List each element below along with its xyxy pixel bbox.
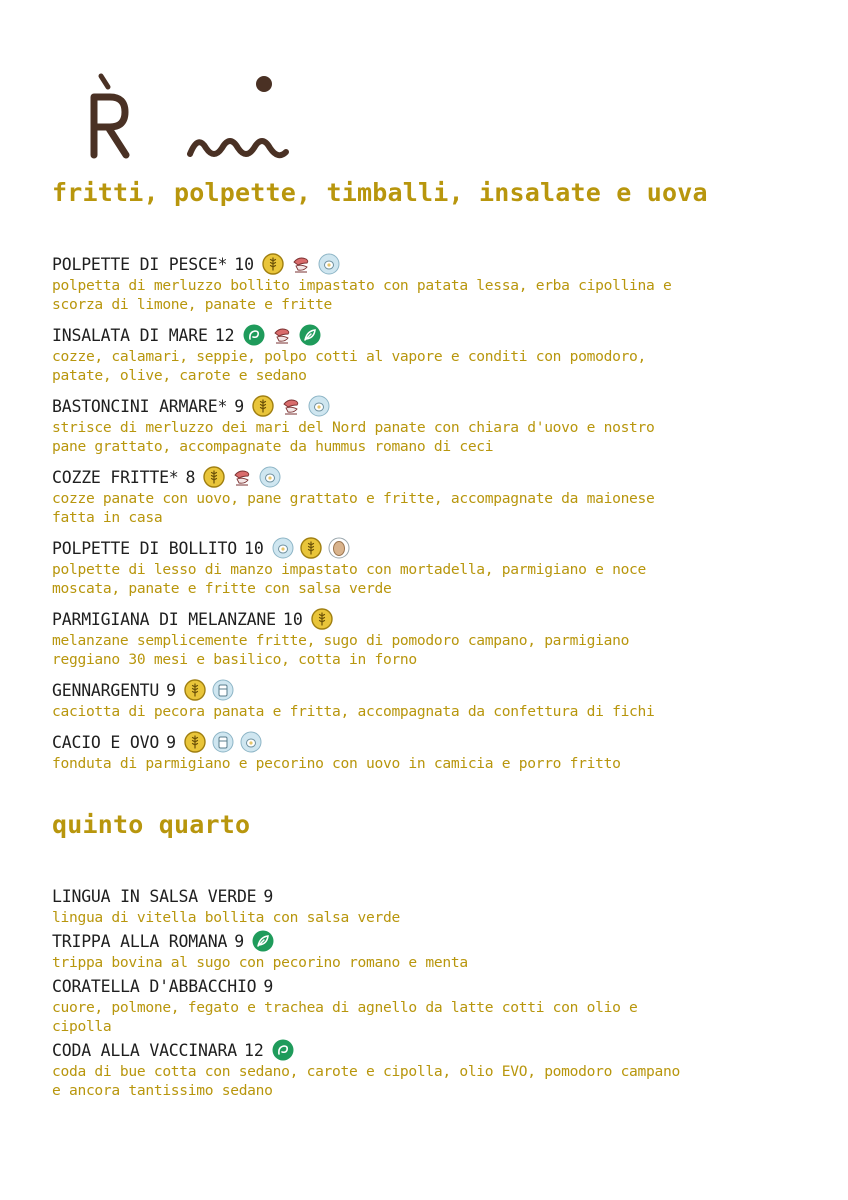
dish-name: CODA ALLA VACCINARA — [52, 1040, 237, 1060]
dish-description: scorza di limone, panate e fritte — [52, 296, 333, 313]
dish-price: 12 — [214, 325, 235, 345]
dish-price: 9 — [166, 680, 177, 700]
menu-item — [52, 323, 792, 385]
dairy-icon — [212, 731, 234, 753]
dish-description: cipolla — [52, 1018, 112, 1035]
gluten-icon — [300, 537, 322, 559]
section-fritti-list — [52, 252, 792, 782]
menu-item — [52, 884, 792, 927]
dish-price: 9 — [234, 396, 245, 416]
green-leaf-icon — [299, 324, 321, 346]
dish-description: trippa bovina al sugo con pecorino romano e menta — [52, 954, 468, 971]
dish-price: 9 — [263, 976, 274, 996]
menu-item — [52, 607, 792, 669]
dish-line — [52, 730, 792, 754]
dish-line — [52, 252, 792, 276]
menu-item — [52, 394, 792, 456]
gluten-icon — [184, 731, 206, 753]
dish-name: LINGUA IN SALSA VERDE — [52, 886, 257, 906]
dish-description: reggiano 30 mesi e basilico, cotta in forno — [52, 651, 417, 668]
allergen-icons — [272, 1039, 294, 1061]
dish-name: CORATELLA D'ABBACCHIO — [52, 976, 257, 996]
dish-line — [52, 678, 792, 702]
seasonal-icon — [243, 324, 265, 346]
fish-icon — [259, 466, 281, 488]
dish-name: POLPETTE DI BOLLITO — [52, 538, 237, 558]
egg-icon — [328, 537, 350, 559]
allergen-icons — [184, 679, 234, 701]
gluten-icon — [262, 253, 284, 275]
menu-item — [52, 974, 792, 1036]
dish-description: cuore, polmone, fegato e trachea di agnello da latte cotti con olio e — [52, 999, 638, 1016]
dish-description: patate, olive, carote e sedano — [52, 367, 307, 384]
dish-price: 9 — [166, 732, 177, 752]
fish-icon — [240, 731, 262, 753]
shellfish-icon — [231, 466, 253, 488]
dish-description: melanzane semplicemente fritte, sugo di pomodoro campano, parmigiano — [52, 632, 630, 649]
allergen-icons — [311, 608, 333, 630]
dish-price: 10 — [243, 538, 264, 558]
menu-item — [52, 536, 792, 598]
menu-item — [52, 730, 792, 773]
dish-line — [52, 929, 792, 953]
allergen-icons — [252, 395, 330, 417]
allergen-icons — [272, 537, 350, 559]
shellfish-icon — [290, 253, 312, 275]
dish-line — [52, 974, 792, 998]
dish-line — [52, 1038, 792, 1062]
menu-item — [52, 1038, 792, 1100]
dish-description: polpetta di merluzzo bollito impastato con patata lessa, erba cipollina e — [52, 277, 672, 294]
dish-description: fatta in casa — [52, 509, 163, 526]
dish-description: e ancora tantissimo sedano — [52, 1082, 273, 1099]
fish-icon — [308, 395, 330, 417]
dish-description: pane grattato, accompagnate da hummus romano di ceci — [52, 438, 494, 455]
dish-price: 12 — [243, 1040, 264, 1060]
section-title-quinto-quarto: quinto quarto — [52, 810, 251, 839]
menu-item — [52, 678, 792, 721]
dish-name: TRIPPA ALLA ROMANA — [52, 931, 228, 951]
dish-line — [52, 607, 792, 631]
dish-price: 9 — [234, 931, 245, 951]
gluten-icon — [203, 466, 225, 488]
menu-item — [52, 929, 792, 972]
menu-item — [52, 465, 792, 527]
allergen-icons — [262, 253, 340, 275]
dish-price: 10 — [282, 609, 303, 629]
dish-line — [52, 465, 792, 489]
dish-name: INSALATA DI MARE — [52, 325, 208, 345]
dish-line — [52, 536, 792, 560]
section-quinto-quarto-list — [52, 884, 792, 1102]
shellfish-icon — [271, 324, 293, 346]
shellfish-icon — [280, 395, 302, 417]
dish-line — [52, 394, 792, 418]
dish-price: 9 — [263, 886, 274, 906]
dish-name: BASTONCINI ARMARE* — [52, 396, 228, 416]
dish-name: PARMIGIANA DI MELANZANE — [52, 609, 276, 629]
gluten-icon — [184, 679, 206, 701]
dish-name: POLPETTE DI PESCE* — [52, 254, 228, 274]
dish-price: 10 — [234, 254, 255, 274]
menu-item — [52, 252, 792, 314]
allergen-icons — [184, 731, 262, 753]
gluten-icon — [311, 608, 333, 630]
green-leaf-icon — [252, 930, 274, 952]
dish-price: 8 — [185, 467, 196, 487]
dairy-icon — [212, 679, 234, 701]
dish-line — [52, 323, 792, 347]
gluten-icon — [252, 395, 274, 417]
dish-description: cozze, calamari, seppie, polpo cotti al vapore e conditi con pomodoro, — [52, 348, 647, 365]
dish-description: polpette di lesso di manzo impastato con mortadella, parmigiano e noce — [52, 561, 647, 578]
dish-line — [52, 884, 792, 908]
dish-description: cozze panate con uovo, pane grattato e fritte, accompagnate da maionese — [52, 490, 655, 507]
allergen-icons — [243, 324, 321, 346]
dish-name: GENNARGENTU — [52, 680, 160, 700]
dish-description: strisce di merluzzo dei mari del Nord panate con chiara d'uovo e nostro — [52, 419, 655, 436]
fish-icon — [318, 253, 340, 275]
dish-description: lingua di vitella bollita con salsa verde — [52, 909, 400, 926]
restaurant-logo — [88, 72, 298, 162]
dish-description: fonduta di parmigiano e pecorino con uovo in camicia e porro fritto — [52, 755, 621, 772]
allergen-icons — [203, 466, 281, 488]
dish-description: caciotta di pecora panata e fritta, accompagnata da confettura di fichi — [52, 703, 655, 720]
fish-icon — [272, 537, 294, 559]
allergen-icons — [252, 930, 274, 952]
section-title-fritti: fritti, polpette, timballi, insalate e uova — [52, 178, 708, 207]
dish-description: moscata, panate e fritte con salsa verde — [52, 580, 392, 597]
dish-name: COZZE FRITTE* — [52, 467, 179, 487]
dish-name: CACIO E OVO — [52, 732, 160, 752]
dish-description: coda di bue cotta con sedano, carote e cipolla, olio EVO, pomodoro campano — [52, 1063, 680, 1080]
seasonal-icon — [272, 1039, 294, 1061]
